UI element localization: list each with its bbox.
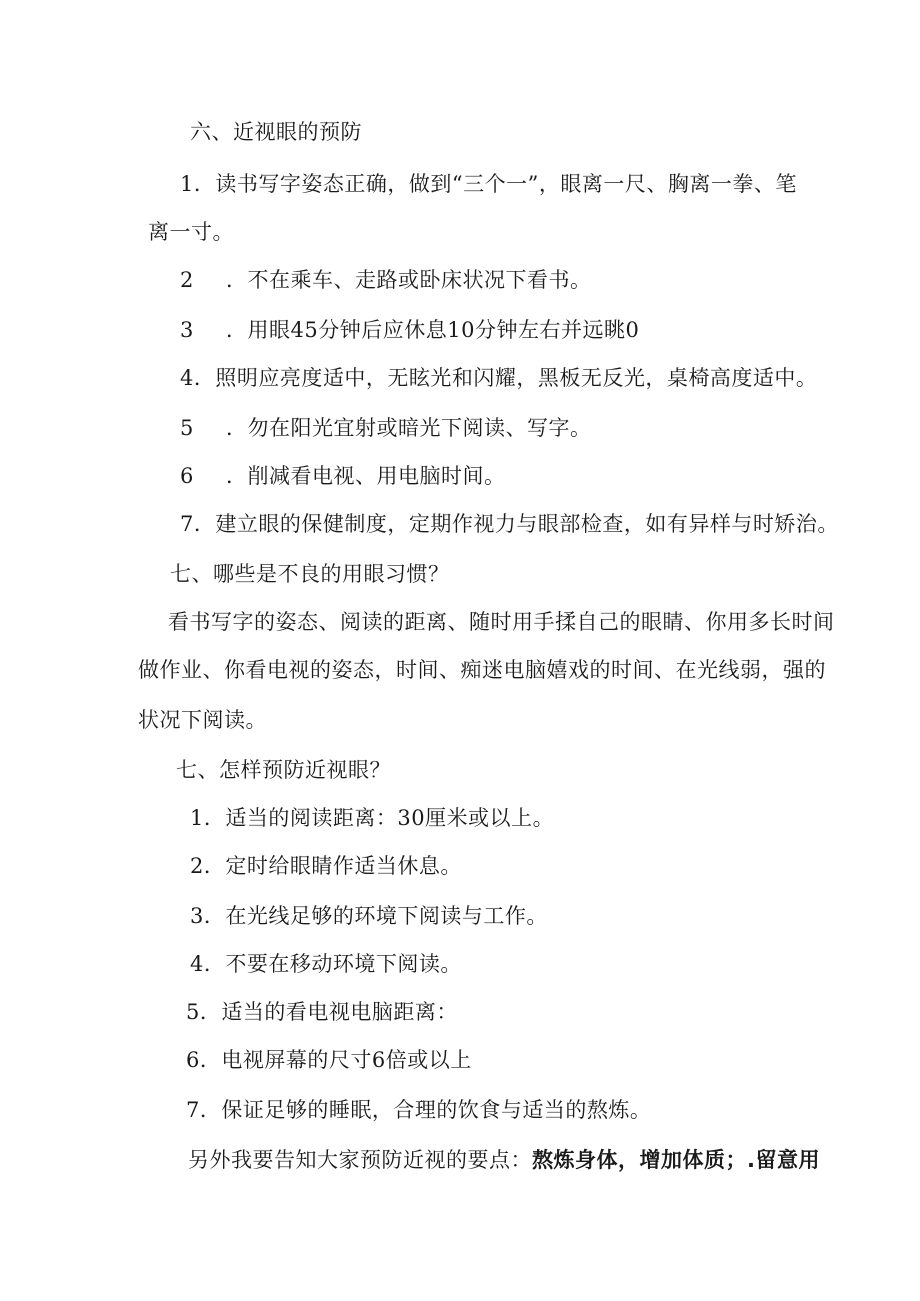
list-item <box>186 1096 651 1124</box>
closing-key-points: 熬炼身体，增加体质；.留意用 <box>532 1148 820 1172</box>
item-text: ．勿在阳光宜射或暗光下阅读、写字。 <box>226 416 592 440</box>
item-number: 3 <box>190 904 204 928</box>
list-item <box>180 364 817 392</box>
paragraph-line: 做作业、你看电视的姿态，时间、痴迷电脑嬉戏的时间、在光线弱，强的 <box>138 658 826 682</box>
list-item <box>180 316 639 344</box>
list-item <box>190 804 554 832</box>
item-text: ．不要在移动环境下阅读。 <box>203 952 462 976</box>
list-item <box>180 266 592 294</box>
item-text: ．电视屏幕的尺寸6倍或以上 <box>199 1048 472 1072</box>
item-text: ．读书写字姿态正确，做到“三个一”，眼离一尺、胸离一拳、笔 <box>193 172 797 196</box>
closing-text: 另外我要告知大家预防近视的要点： <box>188 1148 532 1172</box>
section-heading: 六、近视眼的预防 <box>190 120 362 144</box>
item-number: 2 <box>190 854 204 878</box>
item-number: 5 <box>180 416 194 440</box>
item-number: 3 <box>180 318 194 342</box>
item-text: ．在光线足够的环境下阅读与工作。 <box>203 904 548 928</box>
item-text: ．照明应亮度适中，无眩光和闪耀，黑板无反光，桌椅高度适中。 <box>193 366 818 390</box>
item-number: 2 <box>180 268 194 292</box>
item-text: ．适当的阅读距离：30厘米或以上。 <box>203 806 555 830</box>
item-text: ．定时给眼睛作适当休息。 <box>203 854 462 878</box>
item-number: 5 <box>186 1000 200 1024</box>
item-text: ．削减看电视、用电脑时间。 <box>226 464 506 488</box>
paragraph-line: 状况下阅读。 <box>138 708 267 732</box>
item-text: ．适当的看电视电脑距离： <box>199 1000 458 1024</box>
list-item <box>190 950 462 978</box>
list-item <box>180 414 592 442</box>
item-text-continuation: 离一寸。 <box>148 220 234 244</box>
closing-line <box>188 1146 820 1174</box>
item-text: ．保证足够的睡眠，合理的饮食与适当的熬炼。 <box>199 1098 652 1122</box>
item-number: 6 <box>186 1048 200 1072</box>
item-number: 6 <box>180 464 194 488</box>
list-item <box>190 852 462 880</box>
item-text: ．用眼45分钟后应休息10分钟左右并远眺0 <box>226 318 640 342</box>
list-item <box>180 510 839 538</box>
item-number: 7 <box>180 512 194 536</box>
item-number: 1 <box>180 172 194 196</box>
list-item <box>186 998 458 1026</box>
item-text: ．不在乘车、走路或卧床状况下看书。 <box>226 268 592 292</box>
item-number: 7 <box>186 1098 200 1122</box>
list-item <box>190 902 548 930</box>
list-item <box>180 462 506 490</box>
section-heading: 七、怎样预防近视眼？ <box>176 758 391 782</box>
list-item <box>180 170 797 198</box>
item-number: 4 <box>190 952 204 976</box>
item-number: 4 <box>180 366 194 390</box>
item-number: 1 <box>190 806 204 830</box>
section-heading: 七、哪些是不良的用眼习惯？ <box>170 562 450 586</box>
list-item <box>186 1046 472 1074</box>
item-text: ．建立眼的保健制度，定期作视力与眼部检查，如有异样与时矫治。 <box>193 512 839 536</box>
paragraph-line: 看书写字的姿态、阅读的距离、随时用手揉自己的眼睛、你用多长时间 <box>168 610 835 634</box>
